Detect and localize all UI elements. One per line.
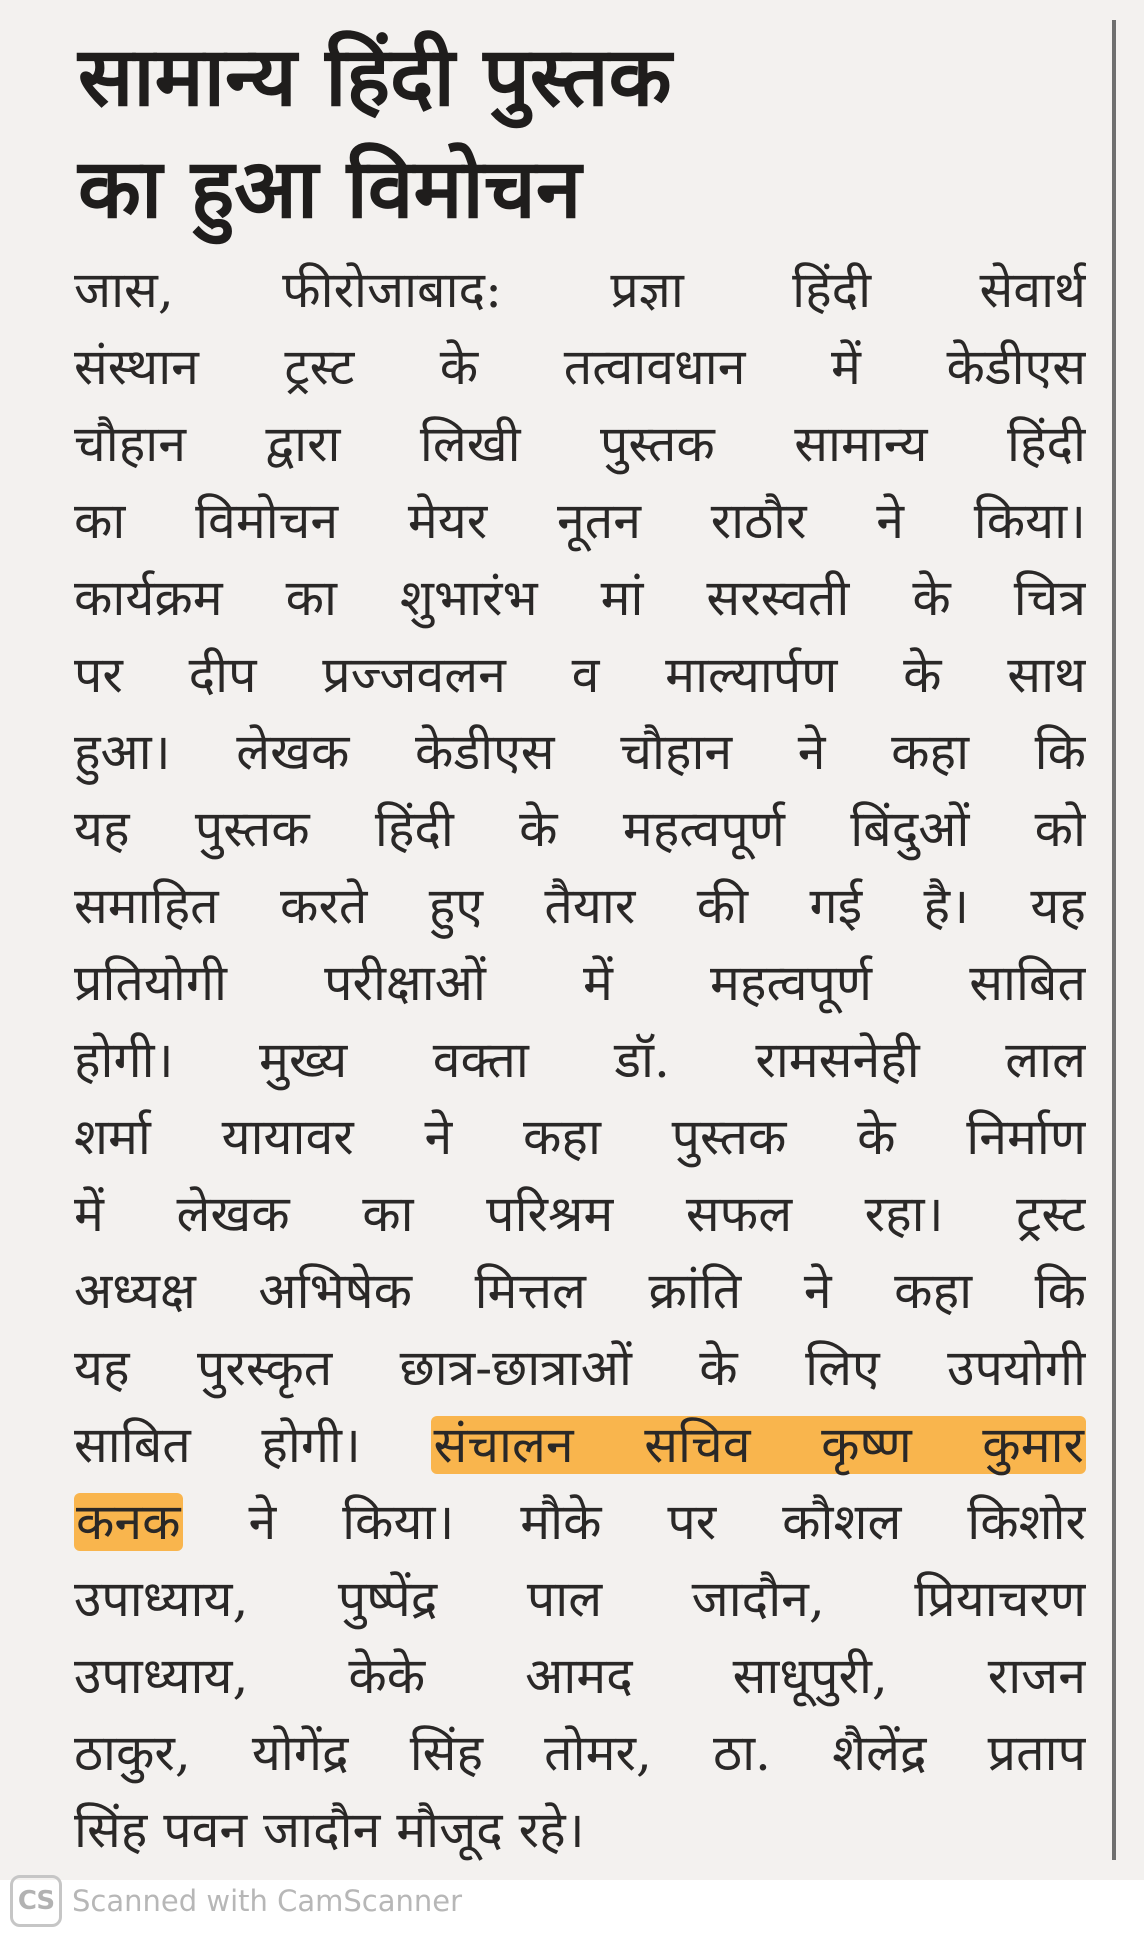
article-line: चौहान द्वारा लिखी पुस्तक सामान्य हिंदी <box>74 415 1086 473</box>
column-divider <box>1112 20 1116 1860</box>
scanner-label: Scanned with CamScanner <box>72 1884 463 1918</box>
article-line-with-highlight <box>74 1407 1086 1484</box>
camscanner-logo-icon: CS <box>10 1875 62 1927</box>
article-line: शर्मा यायावर ने कहा पुस्तक के निर्माण <box>74 1108 1086 1166</box>
article-line: सिंह पवन जादौन मौजूद रहे। <box>74 1801 585 1859</box>
article-line: समाहित करते हुए तैयार की गई है। यह <box>74 877 1086 935</box>
article-line: पर दीप प्रज्जवलन व माल्यार्पण के साथ <box>74 646 1086 704</box>
article-line: ठाकुर, योगेंद्र सिंह तोमर, ठा. शैलेंद्र प्रताप <box>74 1724 1086 1782</box>
article-line: अध्यक्ष अभिषेक मित्तल क्रांति ने कहा कि <box>74 1262 1086 1320</box>
highlighted-text: कनक <box>76 1493 181 1551</box>
article-line: प्रतियोगी परीक्षाओं में महत्वपूर्ण साबित <box>74 954 1086 1012</box>
headline-line-1: सामान्य हिंदी पुस्तक <box>78 30 672 125</box>
headline <box>78 22 1078 246</box>
highlighted-text: संचालन सचिव कृष्ण कुमार <box>433 1416 1085 1474</box>
article-line: उपाध्याय, केके आमद साधूपुरी, राजन <box>74 1647 1086 1705</box>
article-line: यह पुरस्कृत छात्र-छात्राओं के लिए उपयोगी <box>74 1339 1086 1397</box>
article-line: होगी। मुख्य वक्ता डॉ. रामसनेही लाल <box>74 1031 1086 1089</box>
article-line: उपाध्याय, पुष्पेंद्र पाल जादौन, प्रियाचरण <box>74 1570 1086 1628</box>
article-text: साबित होगी। <box>74 1416 432 1474</box>
camscanner-watermark <box>10 1873 462 1929</box>
article-line-with-highlight <box>74 1484 1086 1561</box>
article-body <box>74 252 1086 1869</box>
article-line: जास, फीरोजाबाद: प्रज्ञा हिंदी सेवार्थ <box>74 261 1086 319</box>
article-text: ने किया। मौके पर कौशल किशोर <box>182 1493 1086 1551</box>
article-line: कार्यक्रम का शुभारंभ मां सरस्वती के चित्र <box>74 569 1086 627</box>
article-line: संस्थान ट्रस्ट के तत्वावधान में केडीएस <box>74 338 1086 396</box>
article-line: में लेखक का परिश्रम सफल रहा। ट्रस्ट <box>74 1185 1086 1243</box>
article-line: यह पुस्तक हिंदी के महत्वपूर्ण बिंदुओं को <box>74 800 1086 858</box>
article-line: का विमोचन मेयर नूतन राठौर ने किया। <box>74 492 1086 550</box>
headline-line-2: का हुआ विमोचन <box>78 142 582 237</box>
article-line: हुआ। लेखक केडीएस चौहान ने कहा कि <box>74 723 1086 781</box>
